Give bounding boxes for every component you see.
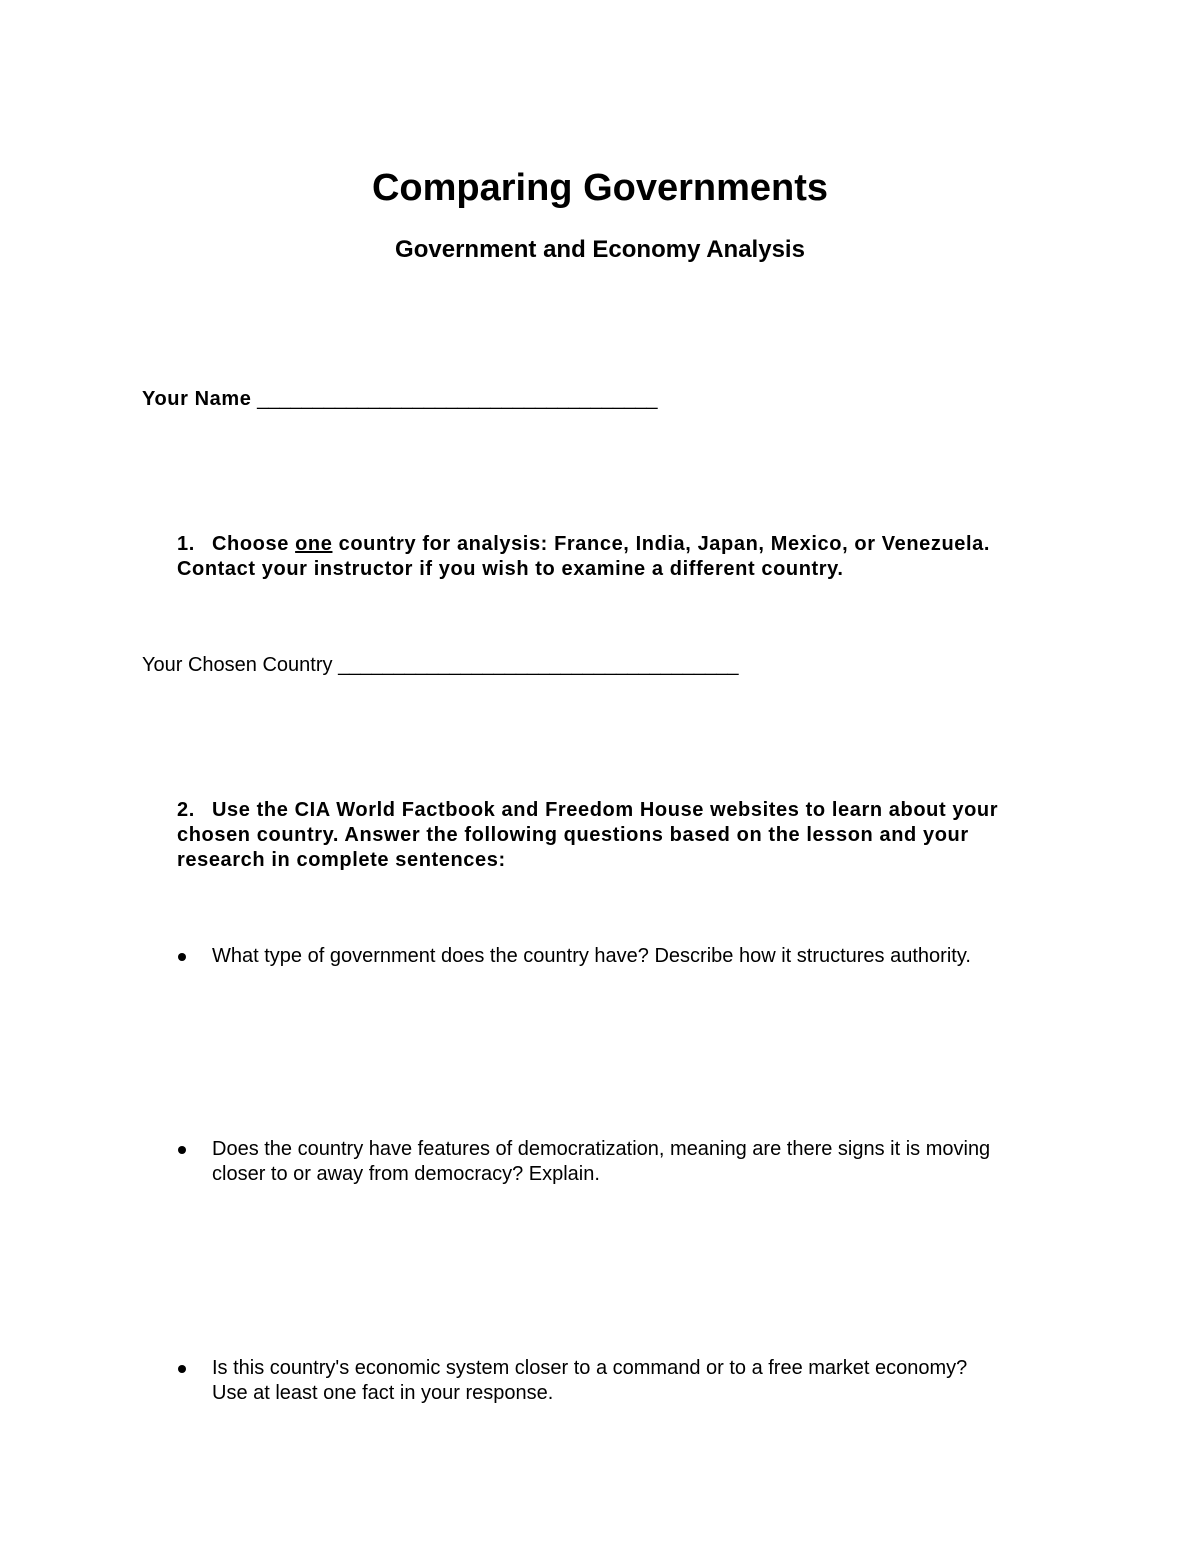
bullet-line: Is this country's economic system closer to a command or to a free market economy? [212, 1357, 968, 1379]
bullet-text [212, 1137, 1072, 1187]
question-1 [177, 532, 1057, 582]
country-blank[interactable]: ____________________________________ [338, 654, 739, 676]
name-label: Your Name [142, 388, 252, 410]
question-2-line-3: research in complete sentences: [177, 849, 506, 871]
bullet-line: Use at least one fact in your response. [212, 1382, 554, 1404]
question-1-line-1 [177, 532, 1057, 557]
bullet-line: What type of government does the country have? Describe how it structures authority. [212, 945, 971, 967]
country-field [142, 652, 739, 678]
question-2-number: 2. [177, 799, 195, 821]
question-2-line-1-text: Use the CIA World Factbook and Freedom House websites to learn about your [212, 799, 999, 821]
question-1-text-after: country for analysis: France, India, Japan, Mexico, or Venezuela. [332, 533, 991, 555]
bullet-line: closer to or away from democracy? Explain. [212, 1163, 600, 1185]
name-blank[interactable]: ____________________________________ [257, 388, 658, 410]
question-1-line-2: Contact your instructor if you wish to examine a different country. [177, 558, 844, 580]
question-1-number: 1. [177, 533, 195, 555]
question-2-line-1 [177, 798, 1057, 823]
question-1-text-before: Choose [212, 533, 296, 555]
bullet-dot-icon [178, 953, 186, 961]
question-1-underlined: one [295, 533, 333, 555]
page-title: Comparing Governments [371, 167, 829, 209]
bullet-dot-icon [178, 1365, 186, 1373]
bullet-text [212, 944, 1072, 969]
country-label: Your Chosen Country [142, 654, 333, 676]
question-2 [177, 798, 1057, 873]
bullet-dot-icon [178, 1146, 186, 1154]
question-2-line-2: chosen country. Answer the following questions based on the lesson and your [177, 824, 969, 846]
name-field [142, 386, 658, 412]
page-subtitle: Government and Economy Analysis [395, 236, 805, 263]
bullet-line: Does the country have features of democratization, meaning are there signs it is moving [212, 1138, 991, 1160]
bullet-text [212, 1356, 1072, 1406]
